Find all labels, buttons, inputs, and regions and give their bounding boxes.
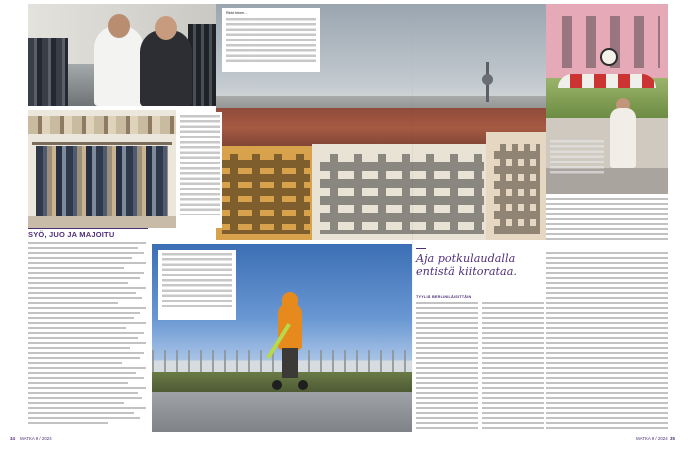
shop-owners-caption — [222, 8, 320, 72]
market-caption — [548, 138, 606, 184]
pull-quote: Aja potkulaudalla entistä kiitorataa. — [416, 252, 517, 279]
clothing-caption — [178, 112, 222, 228]
shop-owners-photo — [28, 4, 218, 106]
body-column-b — [482, 302, 544, 430]
page-gutter — [412, 0, 413, 450]
scooter-caption — [158, 250, 236, 320]
info-heading: SYÖ, JUO JA MAJOITU — [28, 230, 115, 239]
caption-text: Rinkt tekee... — [226, 11, 247, 15]
body-column-right — [546, 252, 668, 430]
section-subheading: TYYLIÄ BERLINILÄISITTÄIN — [416, 295, 472, 299]
body-column-a — [416, 302, 478, 430]
page-number-right: 35 — [670, 436, 675, 441]
info-list — [28, 242, 148, 428]
body-column-right-top — [546, 198, 668, 242]
page-number-left: 34 — [10, 436, 15, 441]
footer-right: MATKA 9 / 2024 — [636, 436, 668, 441]
clothing-rack-photo — [28, 110, 176, 228]
quote-dash — [416, 248, 426, 249]
footer-left: MATKA 9 / 2024 — [20, 436, 52, 441]
info-rule — [28, 228, 148, 229]
eat-drink-stay-box — [28, 228, 148, 430]
